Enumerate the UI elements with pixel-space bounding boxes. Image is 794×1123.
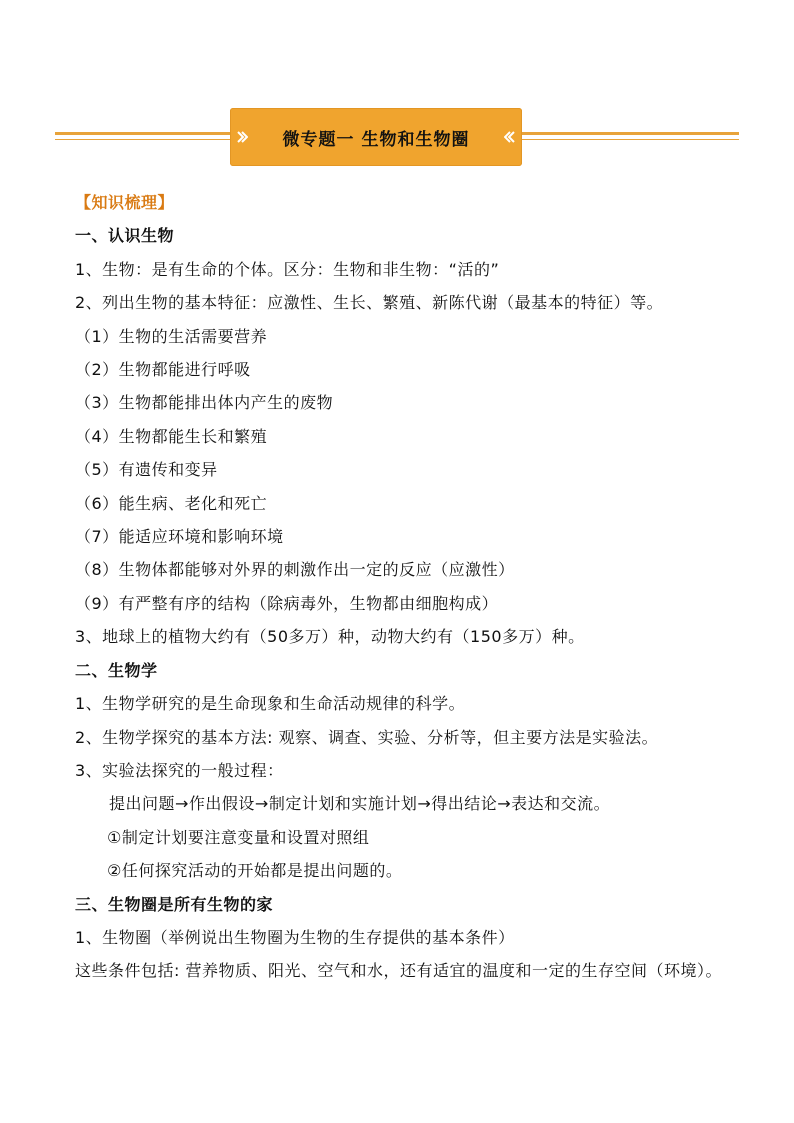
banner-box: [230, 108, 522, 166]
section-label: 【知识梳理】: [75, 193, 175, 212]
feature-item: （3）生物都能排出体内产生的废物: [75, 393, 334, 413]
feature-item: （8）生物体都能够对外界的刺激作出一定的反应（应激性）: [75, 560, 515, 580]
feature-item: （2）生物都能进行呼吸: [75, 360, 251, 380]
feature-item: （5）有遗传和变异: [75, 460, 218, 480]
feature-item: （4）生物都能生长和繁殖: [75, 426, 268, 446]
banner-rule-left-top: [55, 132, 230, 135]
double-chevron-right-icon: [236, 129, 248, 145]
process-note2: ②任何探究活动的开始都是提出问题的。: [107, 861, 403, 881]
part1-item1: 1、生物：是有生命的个体。区分：生物和非生物：“活的”: [75, 259, 500, 279]
feature-item: （7）能适应环境和影响环境: [75, 527, 284, 547]
part3-item2: 这些条件包括: 营养物质、阳光、空气和水，还有适宜的温度和一定的生存空间（环境）。: [75, 961, 722, 981]
part3-heading: 三、生物圈是所有生物的家: [75, 894, 274, 914]
part2-heading: 二、生物学: [75, 660, 158, 680]
title-banner: [55, 108, 739, 166]
part1-item2: 2、列出生物的基本特征：应激性、生长、繁殖、新陈代谢（最基本的特征）等。: [75, 293, 664, 313]
feature-item: （1）生物的生活需要营养: [75, 326, 268, 346]
banner-title: 微专题一 生物和生物圈: [282, 129, 470, 150]
document-body: [75, 186, 735, 988]
part1-heading: 一、认识生物: [75, 226, 175, 246]
banner-rule-right-bottom: [522, 139, 739, 140]
part2-item3: 3、实验法探究的一般过程：: [75, 760, 284, 780]
feature-item: （9）有严整有序的结构（除病毒外，生物都由细胞构成）: [75, 593, 499, 613]
part2-item2: 2、生物学探究的基本方法: 观察、调查、实验、分析等，但主要方法是实验法。: [75, 727, 659, 747]
process-note1: ①制定计划要注意变量和设置对照组: [107, 827, 370, 847]
part2-item1: 1、生物学研究的是生命现象和生命活动规律的科学。: [75, 694, 466, 714]
feature-item: （6）能生病、老化和死亡: [75, 493, 268, 513]
banner-rule-left-bottom: [55, 139, 230, 140]
process-steps: 提出问题→作出假设→制定计划和实施计划→得出结论→表达和交流。: [109, 794, 611, 814]
part3-item1: 1、生物圈（举例说出生物圈为生物的生存提供的基本条件）: [75, 927, 515, 947]
double-chevron-left-icon: [504, 129, 516, 145]
part1-item3: 3、地球上的植物大约有（50多万）种，动物大约有（150多万）种。: [75, 627, 585, 647]
banner-rule-right-top: [522, 132, 739, 135]
